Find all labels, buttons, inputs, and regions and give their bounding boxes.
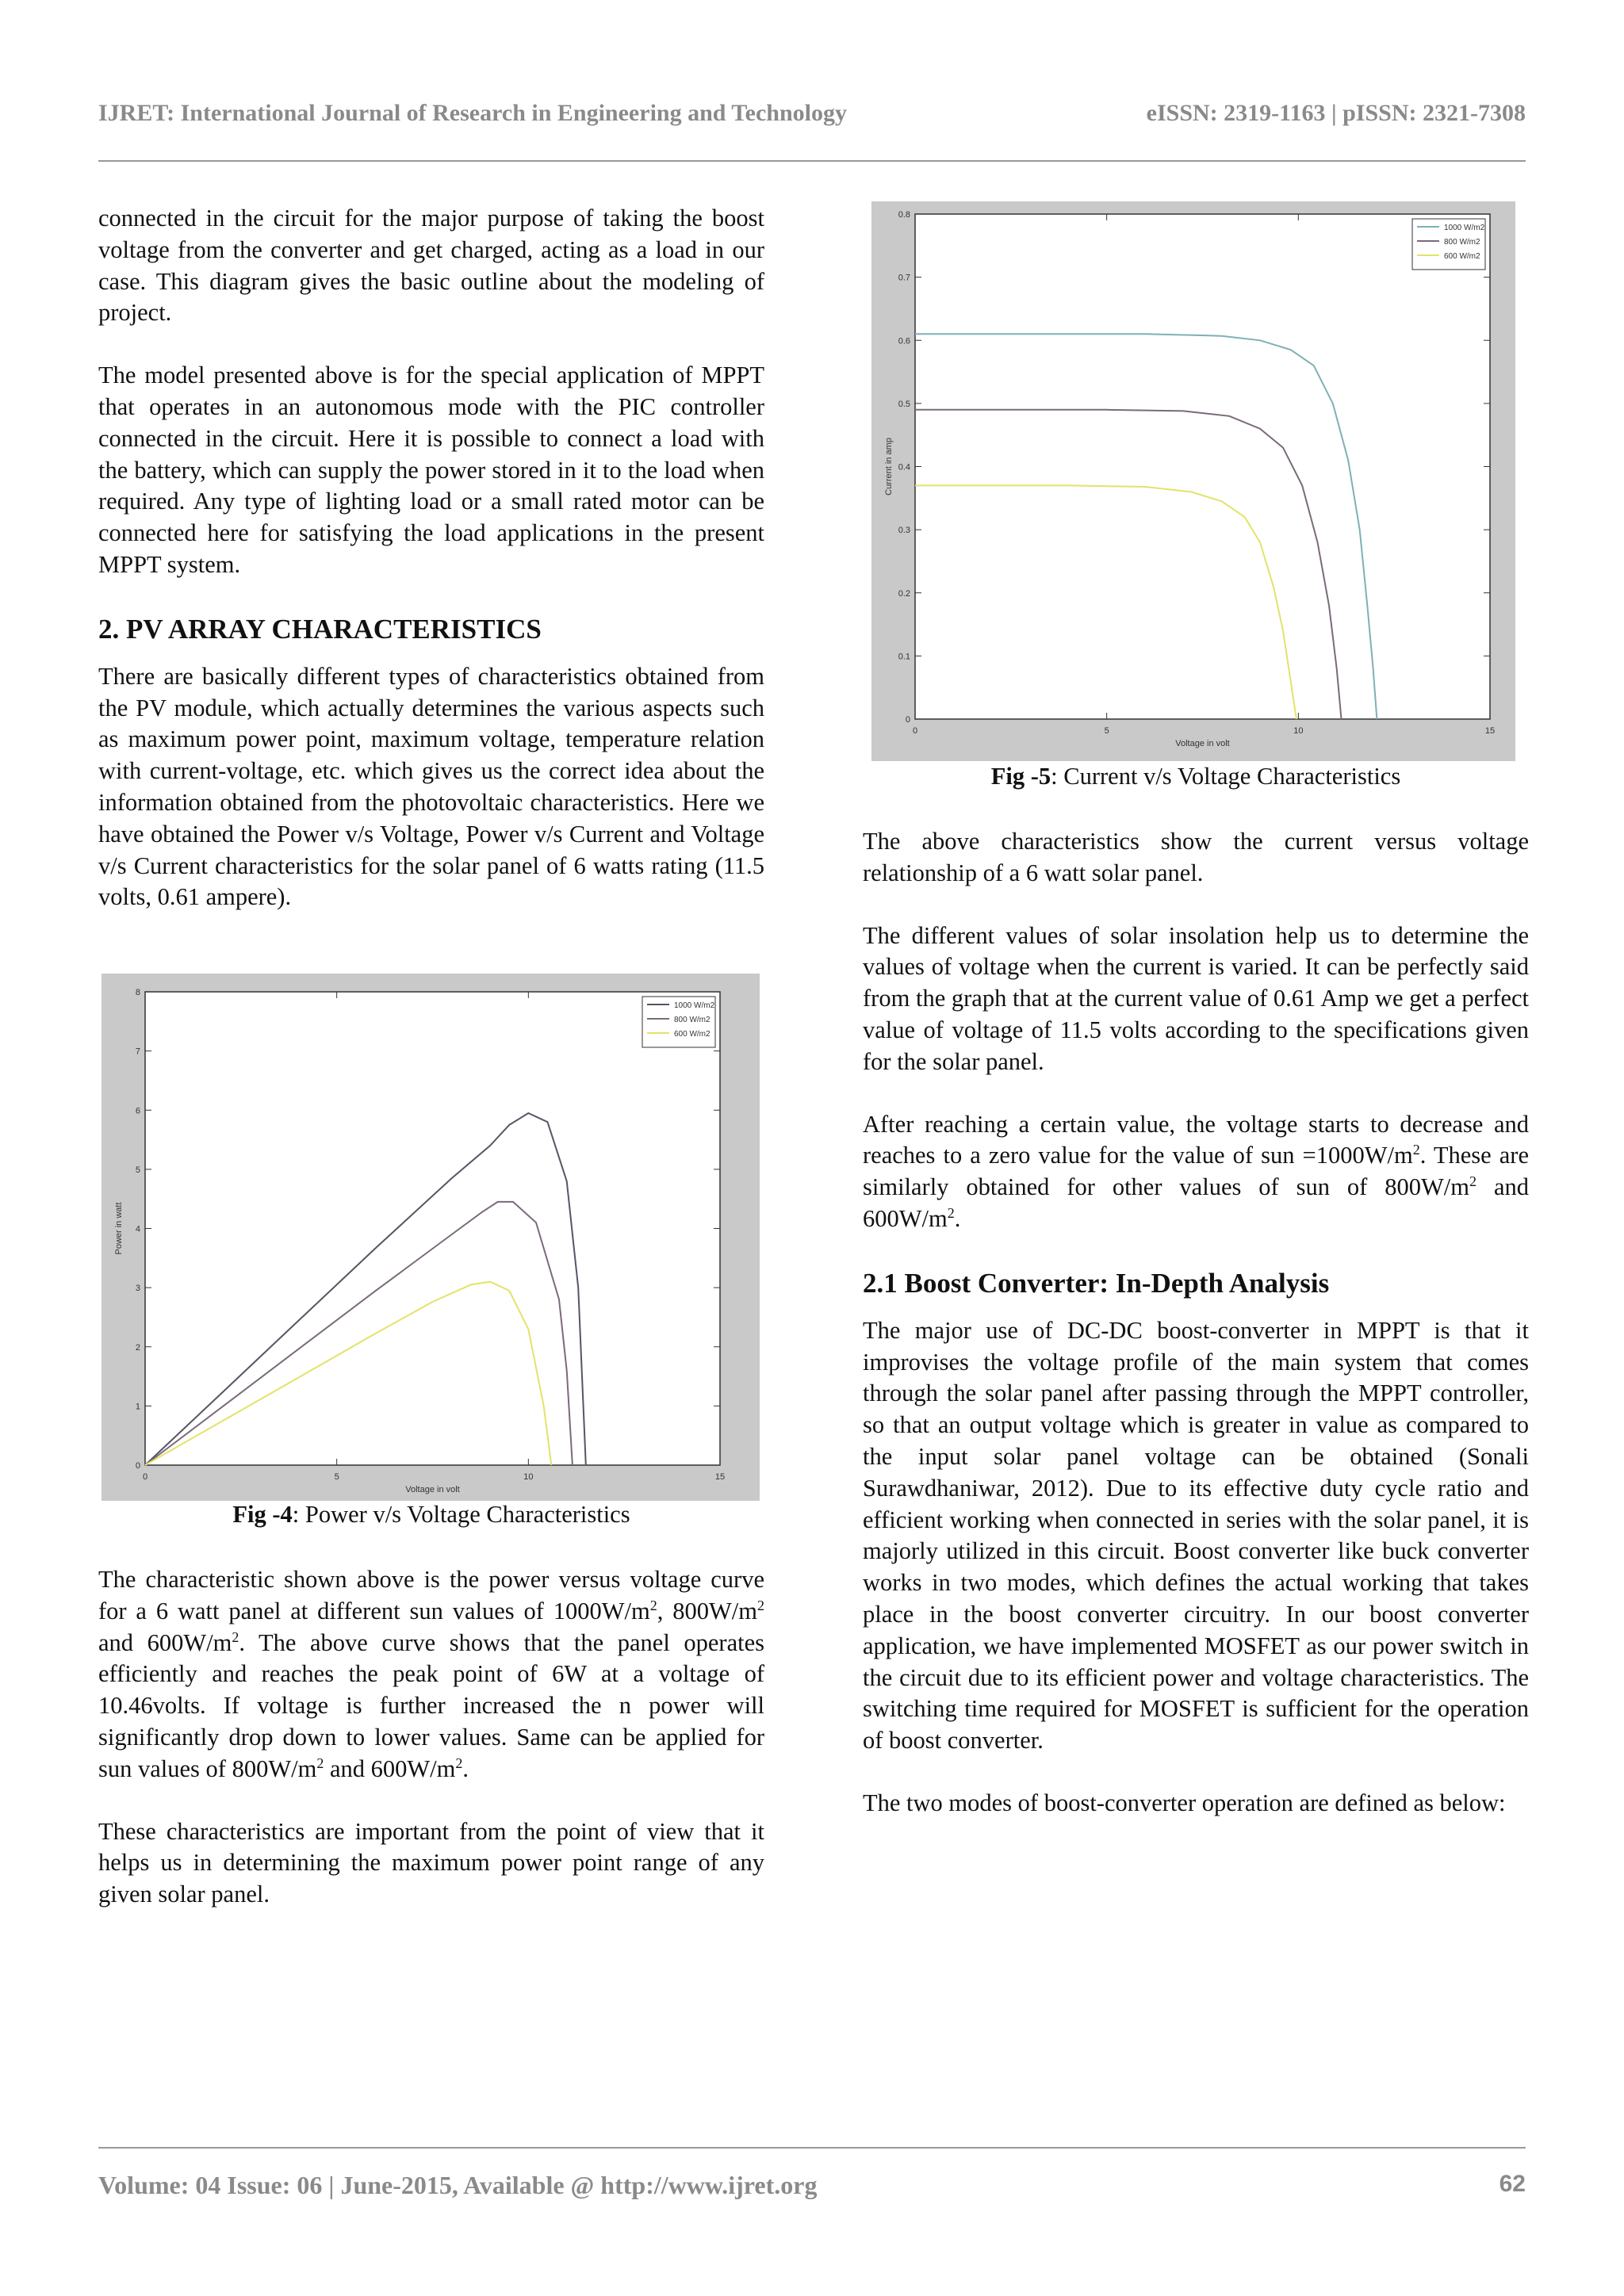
figure-5-caption-text: : Current v/s Voltage Characteristics (1051, 763, 1401, 790)
legend-entry: 800 W/m2 (674, 1016, 710, 1024)
text-run: and 600W/m (863, 1173, 1529, 1232)
x-axis-label: Voltage in volt (405, 1485, 460, 1494)
left-paragraph-4 (98, 1564, 764, 1785)
x-tick-label: 5 (334, 1472, 339, 1482)
y-tick-label: 0 (905, 715, 910, 725)
left-paragraph-2: The model presented above is for the special application of MPPT that operates in an autonomous mode with the PIC controller connected in the circuit. Here it is possible to connect a load with the battery, which can supply the power stored in it to the load when required. Any type of lighting load or a small rated motor can be connected here for satisfying the load applications in the present MPPT system. (98, 362, 764, 578)
figure-4-power-voltage (102, 974, 760, 1501)
y-tick-label: 0.2 (898, 588, 910, 599)
right-column (863, 826, 1529, 1850)
left-column-bottom (98, 1564, 764, 1942)
left-column-top (98, 203, 764, 944)
y-tick-label: 0.3 (898, 526, 910, 536)
y-tick-label: 2 (135, 1342, 140, 1353)
superscript: 2 (316, 1755, 324, 1771)
x-tick-label: 10 (523, 1472, 534, 1482)
superscript: 2 (455, 1755, 463, 1771)
y-axis-label: Power in watt (114, 1202, 124, 1255)
left-paragraph-1: connected in the circuit for the major purpose of taking the boost voltage from the converter and get charged, acting as a load in our case. This diagram gives the basic outline about the modeling of project. (98, 205, 764, 327)
y-tick-label: 4 (135, 1224, 140, 1234)
y-tick-label: 3 (135, 1284, 140, 1294)
y-tick-label: 0.6 (898, 336, 910, 346)
current-voltage-chart (871, 201, 1515, 761)
text-run: , 800W/m (657, 1597, 757, 1624)
header-rule (98, 160, 1526, 162)
page-footer (98, 2171, 1526, 2202)
y-tick-label: 6 (135, 1106, 140, 1116)
figure-5-label: Fig -5 (990, 763, 1051, 790)
right-paragraph-2: The different values of solar insolation help us to determine the values of voltage when the current is varied. It can be perfectly said from the graph that at the current value of 0.61 Amp we get a perfect value of voltage of 11.5 volts according to the specifications given for the solar panel. (863, 921, 1529, 1075)
text-run: and 600W/m (98, 1628, 232, 1656)
x-tick-label: 5 (1104, 726, 1109, 736)
y-tick-label: 0.5 (898, 399, 910, 409)
text-run: and 600W/m (324, 1755, 456, 1782)
figure-5-current-voltage (871, 201, 1515, 761)
y-tick-label: 0 (135, 1461, 140, 1471)
y-tick-label: 0.4 (898, 462, 910, 473)
page-number: 62 (1499, 2171, 1526, 2197)
superscript: 2 (1412, 1142, 1420, 1158)
figure-5-caption (863, 763, 1529, 790)
legend-entry: 600 W/m2 (1444, 252, 1480, 261)
superscript: 2 (1469, 1173, 1477, 1190)
x-tick-label: 15 (1484, 726, 1496, 736)
footer-volume-info: Volume: 04 Issue: 06 | June-2015, Available @ http://www.ijret.org (98, 2171, 818, 2199)
x-tick-label: 15 (714, 1472, 726, 1482)
power-voltage-chart (102, 974, 760, 1501)
section-2-heading: 2. PV ARRAY CHARACTERISTICS (98, 613, 542, 645)
x-tick-label: 0 (912, 726, 918, 736)
right-paragraph-4: The major use of DC-DC boost-converter in MPPT is that it improvises the voltage profile of the main system that comes through the solar panel after passing through the MPPT controller, so that an output voltage which is greater in value as compared to the input solar panel voltage can be obtained (Sonali Surawdhaniwar, 2012). Due to its effective duty cycle ratio and efficient working when connected in series with the solar panel, it is majorly utilized in this circuit. Boost converter like buck converter works in two modes, which defines the actual working that takes place in the boost converter circuitry. In our boost converter application, we have implemented MOSFET as our power switch in the circuit due to its efficient power and voltage characteristics. The switching time required for MOSFET is sufficient for the operation of boost converter. (863, 1316, 1529, 1755)
text-run: . (462, 1755, 469, 1782)
left-paragraph-3: There are basically different types of characteristics obtained from the PV module, which actually determines the various aspects such as maximum power point, maximum voltage, temperature relation with current-voltage, etc. which gives us the correct idea about the information obtained from the photovoltaic characteristics. Here we have obtained the Power v/s Voltage, Power v/s Current and Voltage v/s Current characteristics for the solar panel of 6 watts rating (11.5 volts, 0.61 ampere). (98, 662, 764, 911)
y-tick-label: 5 (135, 1165, 140, 1175)
footer-rule (98, 2147, 1526, 2149)
text-run: The characteristic shown above is the power versus voltage curve for a 6 watt panel at different sun values of 1000W/m (98, 1566, 764, 1624)
x-tick-label: 0 (142, 1472, 148, 1482)
plot-area (145, 992, 720, 1465)
superscript: 2 (649, 1597, 657, 1613)
right-paragraph-3 (863, 1109, 1529, 1235)
superscript: 2 (232, 1628, 239, 1645)
issn-info: eISSN: 2319-1163 | pISSN: 2321-7308 (1146, 100, 1526, 126)
section-2-1-heading: 2.1 Boost Converter: In-Depth Analysis (863, 1267, 1330, 1299)
text-run: After reaching a certain value, the voltage starts to decrease and reaches to a zero value for the value of sun =1000W/m (863, 1110, 1529, 1169)
figure-4-caption-text: : Power v/s Voltage Characteristics (292, 1501, 630, 1528)
journal-title: IJRET: International Journal of Research in Engineering and Technology (98, 100, 848, 126)
superscript: 2 (756, 1597, 764, 1613)
y-tick-label: 0.7 (898, 273, 910, 283)
legend-entry: 600 W/m2 (674, 1030, 710, 1039)
superscript: 2 (947, 1204, 955, 1221)
figure-4-caption (98, 1501, 764, 1529)
text-run: . These are similarly obtained for other values of sun of 800W/m (863, 1142, 1529, 1201)
plot-area (915, 214, 1490, 719)
text-run: . (954, 1204, 961, 1232)
right-paragraph-1: The above characteristics show the current versus voltage relationship of a 6 watt solar panel. (863, 828, 1529, 886)
text-run: . The above curve shows that the panel operates efficiently and reaches the peak point of 6W at a voltage of 10.46volts. If voltage is further increased the n power will significantly drop down to lower values. Same can be applied for sun values of 800W/m (98, 1628, 764, 1782)
right-paragraph-5: The two modes of boost-converter operation are defined as below: (863, 1789, 1506, 1816)
page-header (98, 94, 1526, 141)
left-paragraph-5: These characteristics are important from the point of view that it helps us in determining the maximum power point range of any given solar panel. (98, 1817, 764, 1908)
y-tick-label: 1 (135, 1402, 140, 1412)
figure-4-label: Fig -4 (232, 1501, 293, 1528)
x-axis-label: Voltage in volt (1175, 739, 1230, 748)
legend-entry: 1000 W/m2 (674, 1001, 715, 1010)
legend-entry: 1000 W/m2 (1444, 224, 1485, 232)
legend-entry: 800 W/m2 (1444, 238, 1480, 247)
y-axis-label: Current in amp (884, 438, 894, 496)
x-tick-label: 10 (1293, 726, 1304, 736)
y-tick-label: 7 (135, 1047, 140, 1057)
y-tick-label: 8 (135, 988, 140, 997)
y-tick-label: 0.8 (898, 210, 910, 220)
y-tick-label: 0.1 (898, 652, 910, 662)
